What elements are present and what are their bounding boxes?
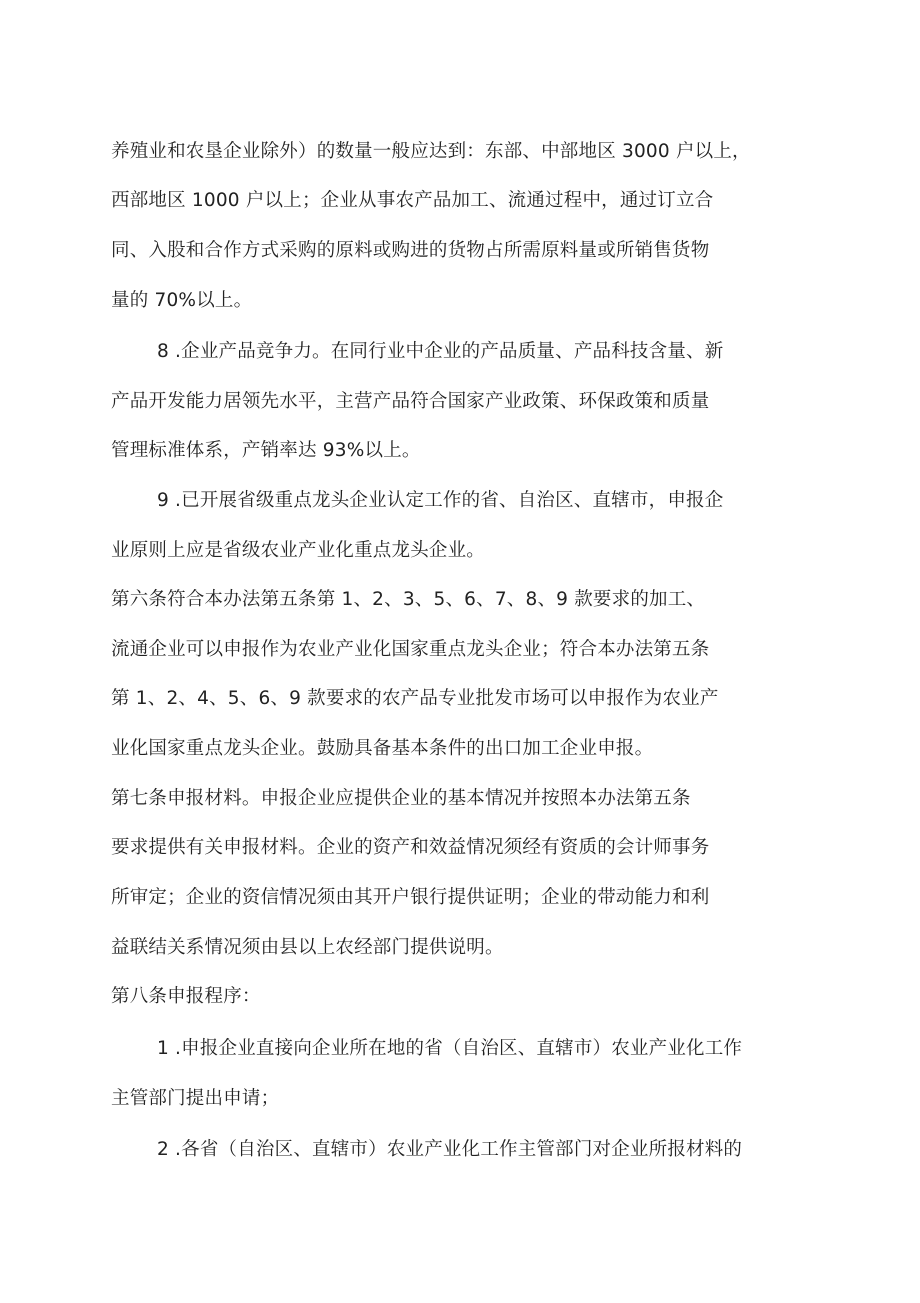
- text-line: 1 .申报企业直接向企业所在地的省（自治区、直辖市）农业产业化工作: [157, 1038, 743, 1059]
- text-line: 管理标准体系，产销率达 93%以上。: [111, 440, 421, 461]
- text-line: 业化国家重点龙头企业。鼓励具备基本条件的出口加工企业申报。: [111, 738, 654, 759]
- text-line: 西部地区 1000 户以上；企业从事农产品加工、流通过程中，通过订立合: [111, 190, 714, 211]
- text-line: 流通企业可以申报作为农业产业化国家重点龙头企业；符合本办法第五条: [111, 639, 710, 660]
- text-line: 第八条申报程序：: [111, 986, 261, 1007]
- text-line: 要求提供有关申报材料。企业的资产和效益情况须经有资质的会计师事务: [111, 837, 710, 858]
- text-line: 2 .各省（自治区、直辖市）农业产业化工作主管部门对企业所报材料的: [157, 1139, 743, 1160]
- text-line: 量的 70%以上。: [111, 290, 253, 311]
- text-line: 第七条申报材料。申报企业应提供企业的基本情况并按照本办法第五条: [111, 788, 691, 809]
- text-line: 同、入股和合作方式采购的原料或购进的货物占所需原料量或所销售货物: [111, 240, 710, 261]
- text-line: 益联结关系情况须由县以上农经部门提供说明。: [111, 937, 504, 958]
- text-line: 产品开发能力居领先水平，主营产品符合国家产业政策、环保政策和质量: [111, 391, 710, 412]
- text-line: 业原则上应是省级农业产业化重点龙头企业。: [111, 540, 486, 561]
- text-line: 第六条符合本办法第五条第 1、2、3、5、6、7、8、9 款要求的加工、: [111, 589, 706, 610]
- text-line: 第 1、2、4、5、6、9 款要求的农产品专业批发市场可以申报作为农业产: [111, 688, 719, 709]
- text-line: 养殖业和农垦企业除外）的数量一般应达到：东部、中部地区 3000 户以上，: [111, 141, 751, 162]
- text-line: 9 .已开展省级重点龙头企业认定工作的省、自治区、直辖市，申报企: [157, 490, 724, 511]
- text-line: 所审定；企业的资信情况须由其开户银行提供证明；企业的带动能力和利: [111, 887, 710, 908]
- text-line: 8 .企业产品竞争力。在同行业中企业的产品质量、产品科技含量、新: [157, 341, 724, 362]
- text-line: 主管部门提出申请；: [111, 1088, 280, 1109]
